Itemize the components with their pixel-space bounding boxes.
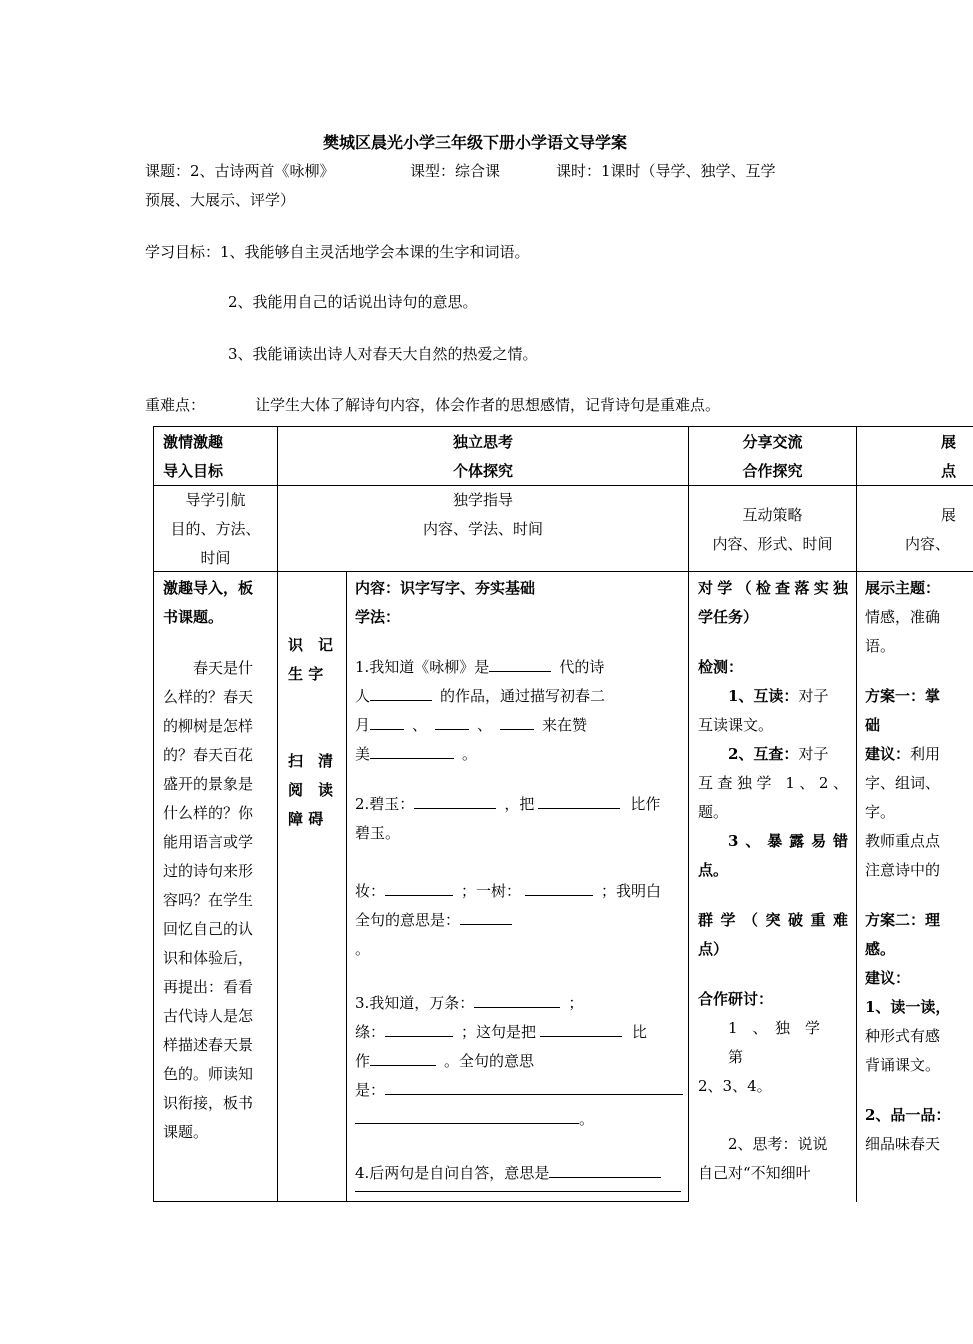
lesson-hours: 课时：1课时（导学、独学、互学 xyxy=(556,162,776,180)
q3-line4: 是： xyxy=(355,1076,683,1105)
col3-line3: 检测： xyxy=(698,658,744,676)
goal-2: 2、我能用自己的话说出诗句的意思。 xyxy=(228,293,478,311)
sub-col3-line1: 互动策略 xyxy=(742,506,803,524)
col3-line7: 互查独学 1、2、 xyxy=(698,774,848,792)
col2-content: 内容：识字写字、夯实基础 xyxy=(355,579,536,597)
side-label-5: 障 碍 xyxy=(288,810,324,828)
col3-line14: 1 、 独 学 第 xyxy=(728,1019,836,1066)
col3-line5: 互读课文。 xyxy=(698,716,774,734)
col4-line16: 背诵课文。 xyxy=(865,1056,941,1074)
header-col2-line2: 个体探究 xyxy=(452,462,513,480)
col1-paragraph-line: 什么样的？你 xyxy=(163,804,254,822)
col4-line7: 字、组词、 xyxy=(865,774,941,792)
col4-line10: 注意诗中的 xyxy=(865,861,941,879)
col3-line1: 对学（检查落实独 xyxy=(698,579,848,597)
header-col3-line2: 合作探究 xyxy=(742,462,803,480)
q3-line2: 绦： ；这句是把 比 xyxy=(355,1023,648,1041)
col4-line18: 细品味春天 xyxy=(865,1135,941,1153)
header-col1-line2: 导入目标 xyxy=(163,462,224,480)
q1-line4: 美 。 xyxy=(355,745,478,763)
col1-paragraph-line: 课题。 xyxy=(163,1123,209,1141)
sub-col3-line2: 内容、形式、时间 xyxy=(712,535,833,553)
col3-line9: 3、暴露易错 xyxy=(728,832,848,850)
col3-body xyxy=(698,574,848,1188)
col1-paragraph-line: 能用语言或学 xyxy=(163,833,254,851)
q3-line3: 作 。全句的意思 xyxy=(355,1052,535,1070)
col3-line6: 2、互查：对子 xyxy=(728,745,829,763)
col4-line8: 字。 xyxy=(865,803,896,821)
col1-paragraph-line: 识和体验后， xyxy=(163,949,254,967)
sub-col2-line2: 内容、学法、时间 xyxy=(422,520,543,538)
sub-col4-line2: 内容、 xyxy=(905,535,951,553)
col4-line5: 础 xyxy=(865,716,881,734)
q4-answer-line xyxy=(355,1191,681,1192)
col3-line11: 群学（突破重难 xyxy=(698,911,848,929)
col1-paragraph-line: 回忆自己的认 xyxy=(163,920,254,938)
col1-paragraph-line: 春天是什 xyxy=(193,659,254,677)
lesson-hours-cont: 预展、大展示、评学） xyxy=(145,191,296,209)
col4-line2: 情感，准确 xyxy=(865,608,941,626)
col2-method: 学法： xyxy=(355,608,401,626)
col4-line17: 2、品一品： xyxy=(865,1106,951,1124)
col3-line10: 点。 xyxy=(698,861,729,879)
sub-col1-line1: 导学引航 xyxy=(185,491,246,509)
lesson-type: 课型：综合课 xyxy=(410,162,501,180)
q2-line2: 碧玉。 xyxy=(355,824,401,842)
difficulty-text: 让学生大体了解诗句内容，体会作者的思想感情，记背诗句是重难点。 xyxy=(255,396,721,414)
col1-paragraph-line: 的？春天百花 xyxy=(163,746,254,764)
q2-line4: 全句的意思是： xyxy=(355,906,512,935)
side-label-3: 扫 清 xyxy=(288,752,334,770)
q3-line5: 。 xyxy=(355,1105,594,1134)
col1-paragraph xyxy=(163,654,275,1147)
col3-line8: 题。 xyxy=(698,803,729,821)
col3-line12: 点） xyxy=(698,940,729,958)
col3-line16: 2、思考：说说 xyxy=(728,1135,828,1153)
col3-line13: 合作研讨： xyxy=(698,990,774,1008)
sub-col4-line1: 展 xyxy=(941,506,957,524)
col1-paragraph-line: 容吗？在学生 xyxy=(163,891,254,909)
col1-paragraph-line: 识衔接，板书 xyxy=(163,1094,254,1112)
goal-3: 3、我能诵读出诗人对春天大自然的热爱之情。 xyxy=(228,345,538,363)
lesson-table xyxy=(153,426,973,1202)
col4-line9: 教师重点点 xyxy=(865,832,941,850)
col4-line11: 方案二：理 xyxy=(865,911,941,929)
col3-line2: 学任务） xyxy=(698,608,759,626)
col4-line6: 建议：利用 xyxy=(865,745,941,763)
col1-paragraph-line: 过的诗句来形 xyxy=(163,862,254,880)
col4-line15: 种形式有感 xyxy=(865,1027,941,1045)
q1-line3: 月 、 、 来在赞 xyxy=(355,716,588,734)
q1-line2: 人 的作品，通过描写初春二 xyxy=(355,687,606,705)
goal-1: 学习目标：1、我能够自主灵活地学会本课的生字和词语。 xyxy=(145,243,530,261)
col3-line15: 2、3、4。 xyxy=(698,1077,772,1095)
side-label-1: 识 记 xyxy=(288,636,334,654)
col4-line12: 感。 xyxy=(865,940,896,958)
header-col3-line1: 分享交流 xyxy=(742,433,803,451)
col1-paragraph-line: 么样的？春天 xyxy=(163,688,254,706)
q2-line5: 。 xyxy=(355,940,371,958)
header-col1-line1: 激情激趣 xyxy=(163,433,224,451)
page-title: 樊城区晨光小学三年级下册小学语文导学案 xyxy=(322,133,627,152)
col1-paragraph-line: 古代诗人是怎 xyxy=(163,1007,254,1025)
header-col2-line1: 独立思考 xyxy=(452,433,513,451)
side-label-4: 阅 读 xyxy=(288,781,334,799)
q4-line1: 4.后两句是自问自答，意思是 xyxy=(355,1159,661,1188)
q2-line1: 2.碧玉： ，把 比作 xyxy=(355,795,661,813)
col1-paragraph-line: 盛开的景象是 xyxy=(163,775,254,793)
sub-col1-line3: 时间 xyxy=(200,549,231,567)
col1-paragraph-line: 色的。师读知 xyxy=(163,1065,254,1083)
col1-heading-line1: 激趣导入，板 xyxy=(163,579,254,597)
header-col4-line2: 点 xyxy=(941,462,957,480)
col3-line4: 1、互读：对子 xyxy=(728,687,829,705)
col3-line17: 自己对“不知细叶 xyxy=(698,1164,811,1182)
q1-line1: 1.我知道《咏柳》是 代的诗 xyxy=(355,658,605,676)
col1-paragraph-line: 再提出：看看 xyxy=(163,978,254,996)
col4-line1: 展示主题： xyxy=(865,579,941,597)
header-col4-line1: 展 xyxy=(941,433,957,451)
col4-line13: 建议： xyxy=(865,969,911,987)
col1-paragraph-line: 样描述春天景 xyxy=(163,1036,254,1054)
q3-line1: 3.我知道，万条： ； xyxy=(355,994,584,1012)
col1-heading-line2: 书课题。 xyxy=(163,608,224,626)
col4-body xyxy=(865,574,950,1159)
sub-col2-line1: 独学指导 xyxy=(452,491,513,509)
col4-line14: 1、读一读， xyxy=(865,998,951,1016)
sub-col1-line2: 目的、方法、 xyxy=(170,520,261,538)
col4-line3: 语。 xyxy=(865,637,896,655)
difficulty-label: 重难点： xyxy=(145,396,206,414)
col1-paragraph-line: 的柳树是怎样 xyxy=(163,717,254,735)
lesson-topic: 课题：2、古诗两首《咏柳》 xyxy=(145,162,335,180)
q2-line3: 妆： ；一树： ；我明白 xyxy=(355,882,662,900)
side-label-2: 生 字 xyxy=(288,665,324,683)
col4-line4: 方案一：掌 xyxy=(865,687,941,705)
